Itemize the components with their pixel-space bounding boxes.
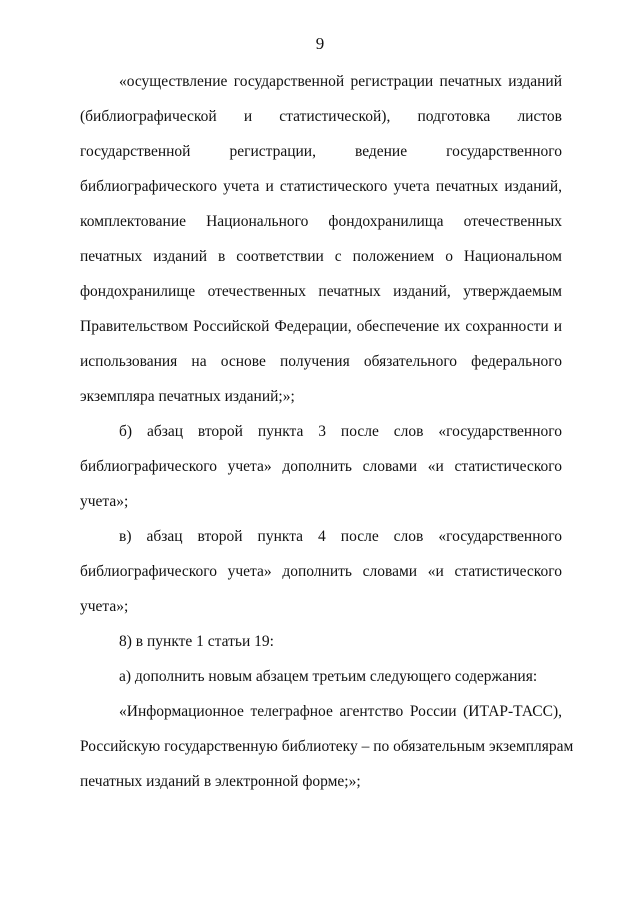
text-line: библиографического учета» дополнить словами «и статистического bbox=[80, 563, 562, 580]
text-line: Правительством Российской Федерации, обеспечение их сохранности и bbox=[80, 318, 562, 335]
text-line: в) абзац второй пункта 4 после слов «государственного bbox=[119, 528, 562, 545]
text-line: (библиографической и статистической), подготовка листов bbox=[80, 108, 562, 125]
text-line: библиографического учета» дополнить словами «и статистического bbox=[80, 458, 562, 475]
text-line: печатных изданий в электронной форме;»; bbox=[80, 773, 361, 790]
document-body bbox=[80, 64, 574, 799]
page-number: 9 bbox=[315, 34, 325, 53]
text-line: а) дополнить новым абзацем третьим следующего содержания: bbox=[119, 668, 538, 685]
text-line: библиографического учета и статистического учета печатных изданий, bbox=[80, 178, 562, 195]
text-line: фондохранилище отечественных печатных изданий, утверждаемым bbox=[80, 283, 562, 300]
text-line: печатных изданий в соответствии с положением о Национальном bbox=[80, 248, 562, 265]
text-line: государственной регистрации, ведение государственного bbox=[80, 143, 562, 160]
text-line: учета»; bbox=[80, 598, 129, 615]
text-line: комплектование Национального фондохранилища отечественных bbox=[80, 213, 562, 230]
text-line: 8) в пункте 1 статьи 19: bbox=[119, 633, 274, 650]
text-line: использования на основе получения обязательного федерального bbox=[80, 353, 562, 370]
text-line: экземпляра печатных изданий;»; bbox=[80, 388, 295, 405]
text-line: б) абзац второй пункта 3 после слов «государственного bbox=[119, 423, 562, 440]
text-line: Российскую государственную библиотеку – по обязательным экземплярам bbox=[80, 738, 574, 755]
text-line: учета»; bbox=[80, 493, 129, 510]
text-line: «осуществление государственной регистрации печатных изданий bbox=[119, 73, 562, 90]
text-line: «Информационное телеграфное агентство России (ИТАР-ТАСС), bbox=[119, 703, 562, 720]
